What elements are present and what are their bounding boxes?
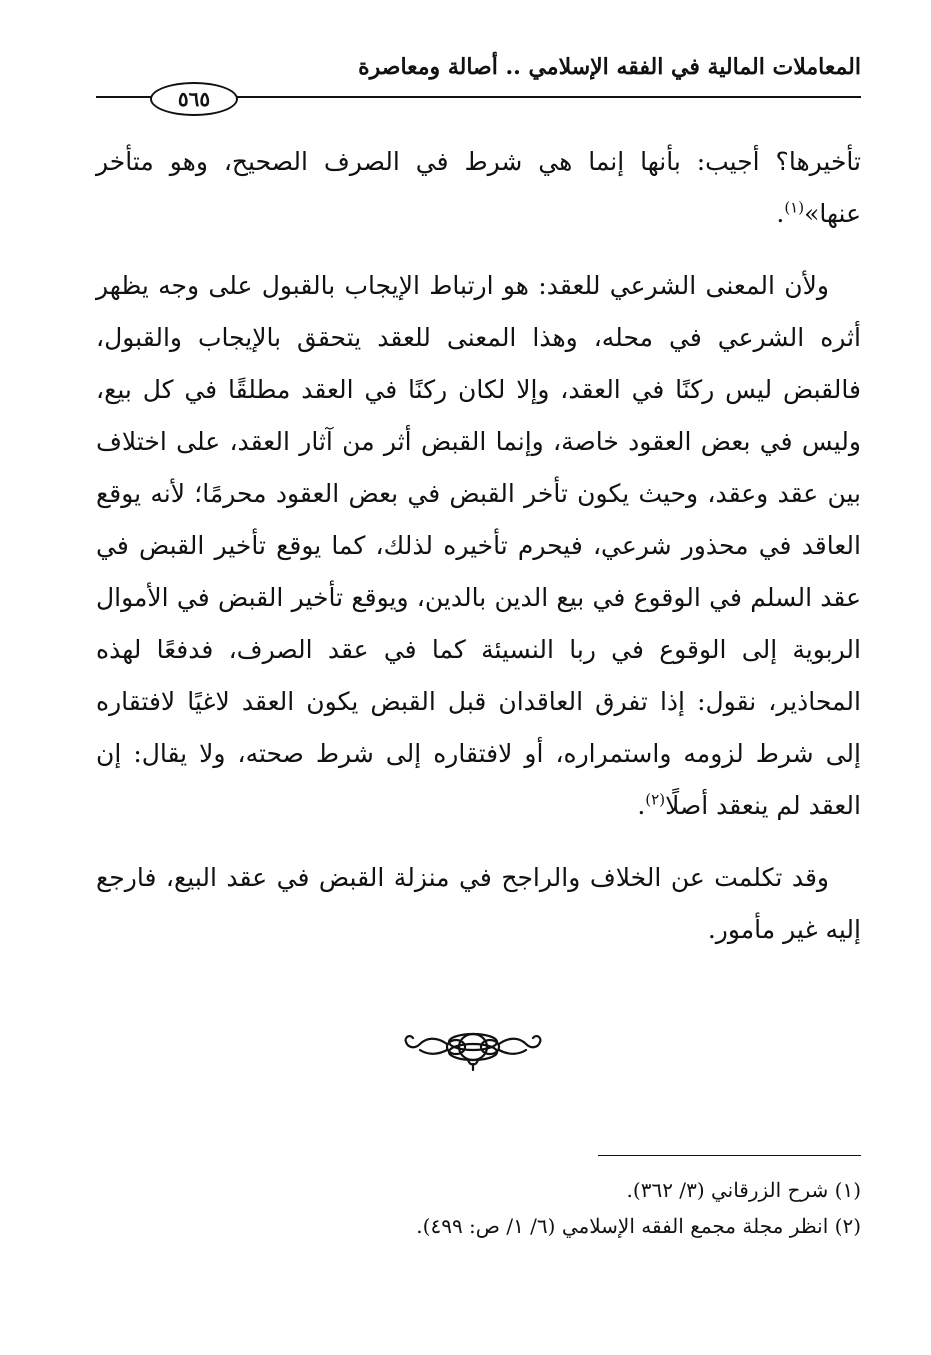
paragraph-2-text: ولأن المعنى الشرعي للعقد: هو ارتباط الإيجاب بالقبول على وجه يظهر أثره الشرعي في محله، وهذا المعنى للعقد يتحقق بالإيجاب والقبول، فالقبض ليس ركنًا في العقد، وإلا لكان ركنًا في العقد مطلقًا في كل بيع، وليس في بعض العقود خاصة، وإنما القبض أثر من آثار العقد، على اختلاف بين عقد وعقد، وحيث يكون تأخر القبض في بعض العقود محرمًا؛ لأنه يوقع العاقد في محذور شرعي، فيحرم تأخيره لذلك، كما يوقع تأخير القبض في عقد السلم في الوقوع في بيع الدين بالدين، ويوقع تأخير القبض في الأموال الربوية إلى الوقوع في ربا النسيئة كما في عقد الصرف، فدفعًا لهذه المحاذير، نقول: إذا تفرق العاقدان قبل القبض يكون العقد لاغيًا لافتقاره إلى شرط لزومه واستمراره، أو لافتقاره إلى شرط صحته، ولا يقال: إن العقد لم ينعقد أصلًا (96, 271, 861, 820)
paragraph-1-end: . (776, 199, 785, 228)
footnote-ref-1[interactable]: (١) (784, 198, 805, 217)
paragraph-3: وقد تكلمت عن الخلاف والراجح في منزلة القبض في عقد البيع، فارجع إليه غير مأمور. (96, 863, 861, 944)
running-title: المعاملات المالية في الفقه الإسلامي .. أصالة ومعاصرة (358, 54, 861, 80)
footnote-rule (598, 1155, 861, 1156)
page-number: ٥٦٥ (150, 82, 238, 116)
decorative-knot-ornament-icon (398, 1026, 548, 1072)
paragraph-2-end: . (637, 791, 646, 820)
paragraph-1-text: تأخيرها؟ أجيب: بأنها إنما هي شرط في الصرف الصحيح، وهو متأخر عنها» (96, 147, 861, 228)
footnote-1: (١) شرح الزرقاني (٣/ ٣٦٢). (626, 1178, 861, 1202)
footnote-2: (٢) انظر مجلة مجمع الفقه الإسلامي (٦/ ١/ ص: ٤٩٩). (416, 1214, 861, 1238)
footnote-ref-2[interactable]: (٢) (645, 790, 666, 809)
body-text (96, 136, 861, 956)
paragraph-1 (96, 136, 861, 240)
paragraph-2 (96, 260, 861, 832)
footnotes (96, 1172, 861, 1244)
